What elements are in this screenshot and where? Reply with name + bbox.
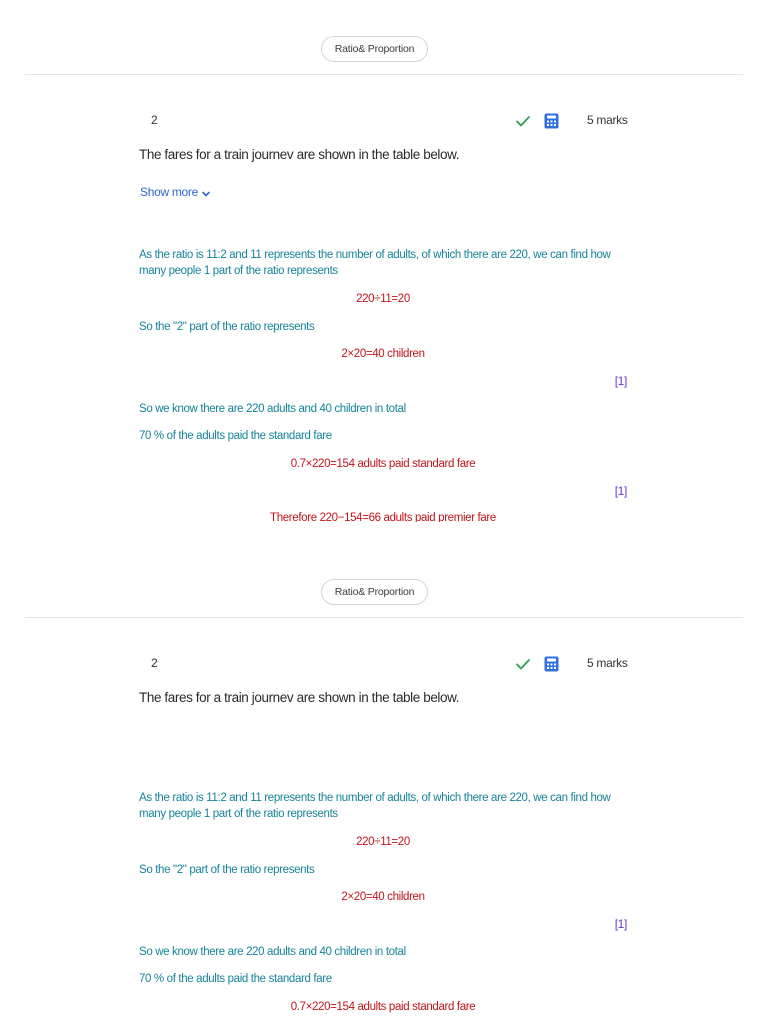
check-icon — [515, 657, 531, 671]
solution-working: 220÷11=20 — [356, 836, 410, 848]
solution-explanation: So we know there are 220 adults and 40 children in total — [139, 403, 406, 415]
marks-label: 5 marks — [587, 113, 628, 127]
solution-explanation: So the "2" part of the ratio represents — [139, 864, 315, 876]
calculator-icon[interactable] — [544, 113, 559, 129]
mark-indicator: [1] — [614, 484, 627, 498]
solution-working: 2×20=40 children — [341, 891, 425, 903]
divider — [25, 74, 743, 75]
show-more-label: Show more — [140, 185, 198, 199]
question-number: 2 — [151, 113, 158, 127]
question-text: The fares for a train journev are shown in the table below. — [139, 147, 460, 162]
mark-indicator: [1] — [614, 917, 627, 931]
solution-explanation: 70 % of the adults paid the standard fare — [139, 973, 332, 985]
solution-working: 0.7×220=154 adults paid standard fare — [290, 1001, 476, 1013]
topic-tag[interactable]: Ratio& Proportion — [321, 36, 428, 62]
calculator-icon[interactable] — [544, 656, 559, 672]
solution-explanation: So the "2" part of the ratio represents — [139, 321, 315, 333]
check-icon — [515, 114, 531, 128]
solution-explanation: 70 % of the adults paid the standard fare — [139, 430, 332, 442]
question-card — [0, 543, 768, 1024]
solution-explanation: As the ratio is 11:2 and 11 represents the number of adults, of which there are 220, we can find how many people 1 part of the ratio represents — [139, 792, 611, 820]
topic-tag[interactable]: Ratio& Proportion — [321, 579, 428, 605]
solution-explanation: So we know there are 220 adults and 40 children in total — [139, 946, 406, 958]
show-more-button[interactable] — [140, 185, 211, 199]
marks-label: 5 marks — [587, 656, 628, 670]
solution-working: 2×20=40 children — [341, 348, 425, 360]
chevron-down-icon — [201, 189, 211, 199]
solution-working: 220÷11=20 — [356, 293, 410, 305]
question-number: 2 — [151, 656, 158, 670]
mark-indicator: [1] — [614, 374, 627, 388]
solution-working: Therefore 220−154=66 adults paid premier fare — [270, 512, 496, 522]
divider — [25, 617, 743, 618]
question-text: The fares for a train journev are shown in the table below. — [139, 690, 460, 705]
solution-working: 0.7×220=154 adults paid standard fare — [290, 458, 476, 470]
solution-explanation: As the ratio is 11:2 and 11 represents the number of adults, of which there are 220, we can find how many people 1 part of the ratio represents — [139, 249, 611, 277]
